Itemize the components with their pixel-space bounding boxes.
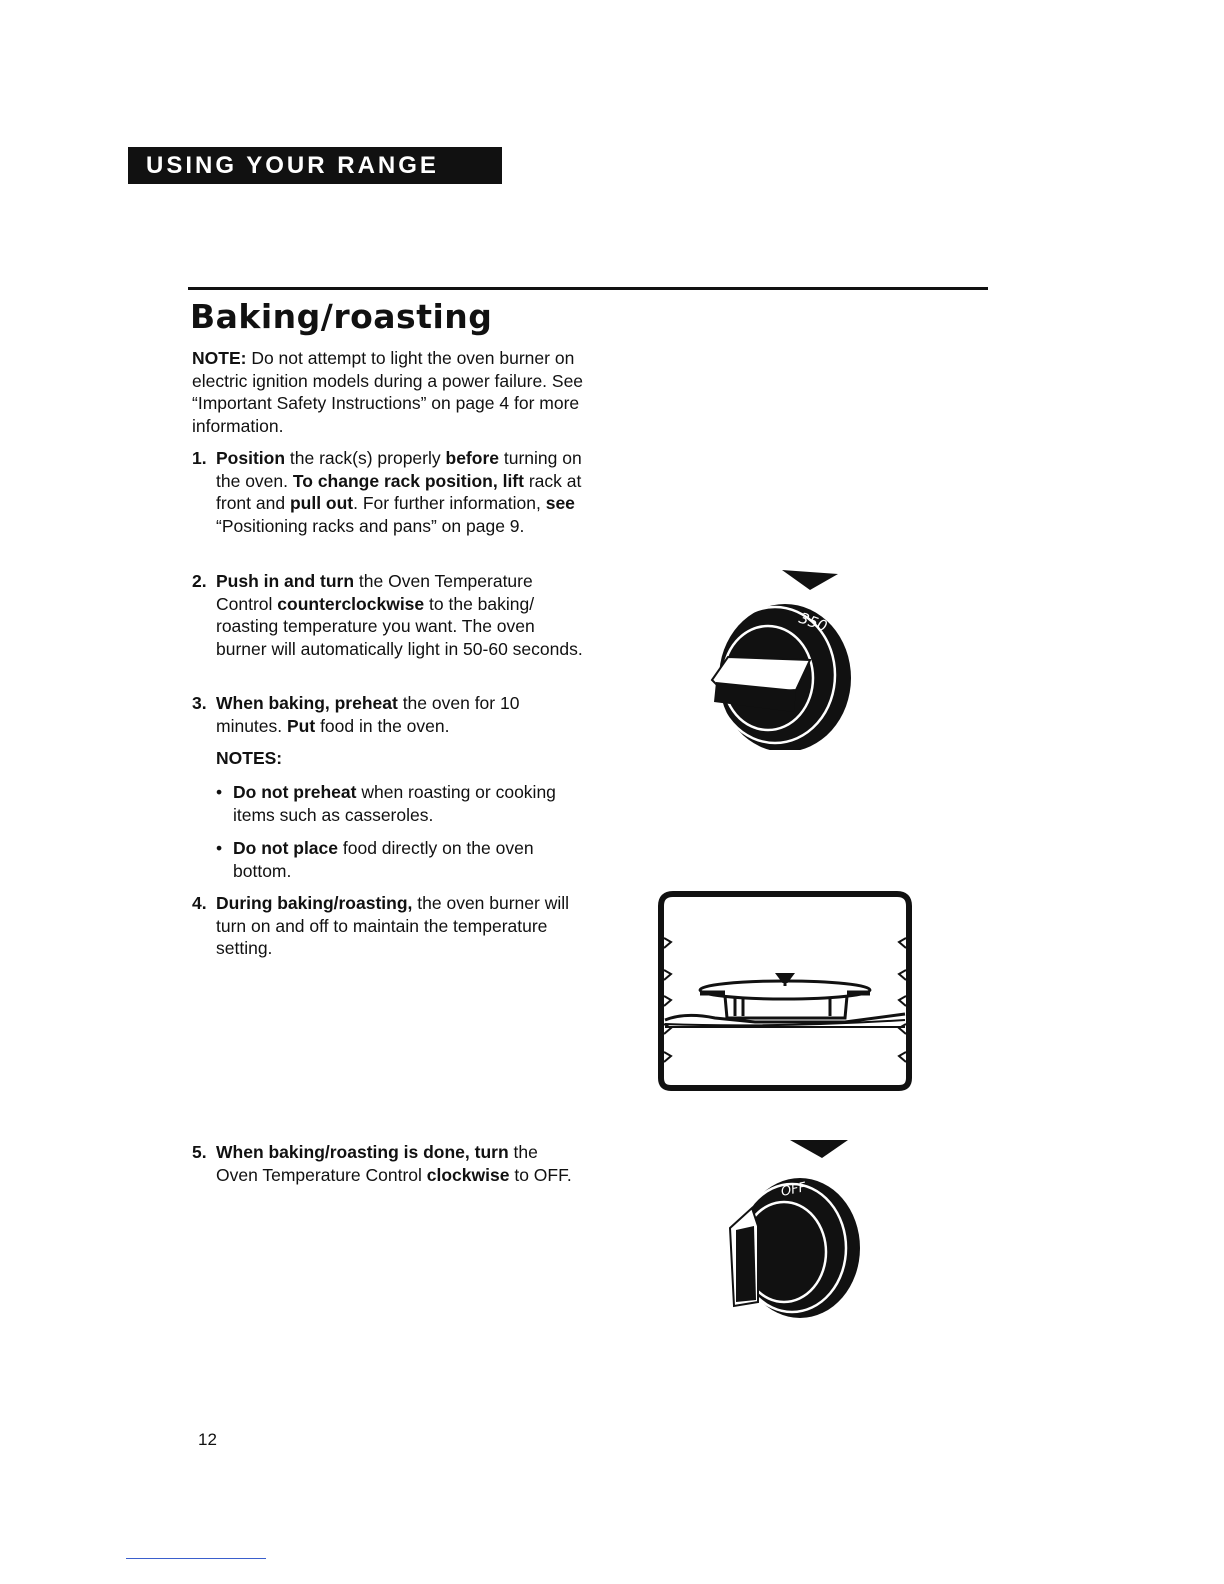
bold-phrase: counterclockwise (277, 593, 425, 614)
bold-phrase: Push in and turn (216, 571, 355, 591)
step-text: When baking, preheat the oven for 10 minutes. Put food in the oven. (216, 693, 520, 736)
bold-phrase: Do not preheat (233, 782, 357, 802)
knob-setting-label: 350 (796, 608, 830, 636)
step-number: 5. (192, 1142, 207, 1162)
note-text: Do not attempt to light the oven burner on electric ignition models during a power failure. See “Important Safety Instructions” on page 4 for more information. (192, 348, 584, 436)
note-bullet-1 (216, 781, 576, 826)
step-2 (192, 570, 584, 660)
step-number: 1. (192, 448, 207, 468)
note-label: NOTE: (192, 348, 247, 368)
bold-phrase: Position (216, 448, 286, 468)
notes-heading: NOTES: (216, 748, 283, 768)
bullet-text: Do not preheat when roasting or cooking items such as casseroles. (233, 782, 556, 825)
bullet-text: Do not place food directly on the oven bottom. (233, 838, 534, 881)
footer-rule (126, 1558, 266, 1559)
step-number: 2. (192, 571, 207, 591)
arrow-indicator-icon (782, 570, 838, 590)
step-3 (192, 692, 584, 737)
bullet-dot: • (216, 782, 223, 802)
oven-cavity-outline (661, 894, 909, 1088)
bold-phrase: During baking/roasting, (216, 893, 413, 913)
step-text: When baking/roasting is done, turn the Oven Temperature Control clockwise to OFF. (216, 1142, 572, 1185)
step-text: During baking/roasting, the oven burner will turn on and off to maintain the temperature setting. (216, 893, 570, 958)
step-4 (192, 892, 584, 960)
bold-phrase: When baking/roasting is done, turn (216, 1142, 509, 1162)
oven-control-knob-off-illustration (710, 1130, 880, 1320)
rack-guides-right (899, 938, 906, 1062)
page-title: Baking/roasting (190, 297, 493, 336)
step-1 (192, 447, 584, 537)
bold-phrase: Put (287, 715, 316, 736)
step-5 (192, 1141, 584, 1186)
rack-guides-left (664, 938, 671, 1062)
arrow-indicator-icon (790, 1140, 848, 1158)
note-paragraph (192, 347, 584, 437)
covered-pan (700, 974, 870, 1018)
knob-setting-label: OFF (779, 1180, 808, 1200)
bold-phrase: before (445, 448, 499, 468)
bold-phrase: pull out (289, 493, 354, 513)
oven-rack-with-pan-illustration (655, 890, 915, 1095)
title-rule (188, 287, 988, 290)
step-number: 3. (192, 693, 207, 713)
bold-phrase: To change rack position, lift (292, 470, 524, 491)
step-text: Push in and turn the Oven Temperature Control counterclockwise to the baking/ roasting temperature you want. The oven burner will automatically light in 50-60 seconds. (216, 571, 583, 659)
bold-phrase: see (545, 493, 575, 513)
oven-control-knob-350-illustration (700, 560, 870, 750)
bold-phrase: When baking, preheat (216, 693, 398, 713)
bold-phrase: clockwise (426, 1164, 510, 1185)
page-number: 12 (198, 1430, 217, 1449)
bullet-dot: • (216, 838, 223, 858)
step-text: Position the rack(s) properly before turning on the oven. To change rack position, lift rack at front and pull out. For further information, see “Positioning racks and pans” on page 9. (216, 448, 582, 536)
note-bullet-2 (216, 837, 576, 882)
section-banner: USING YOUR RANGE (128, 147, 502, 184)
step-number: 4. (192, 893, 207, 913)
bold-phrase: Do not place (233, 838, 339, 858)
